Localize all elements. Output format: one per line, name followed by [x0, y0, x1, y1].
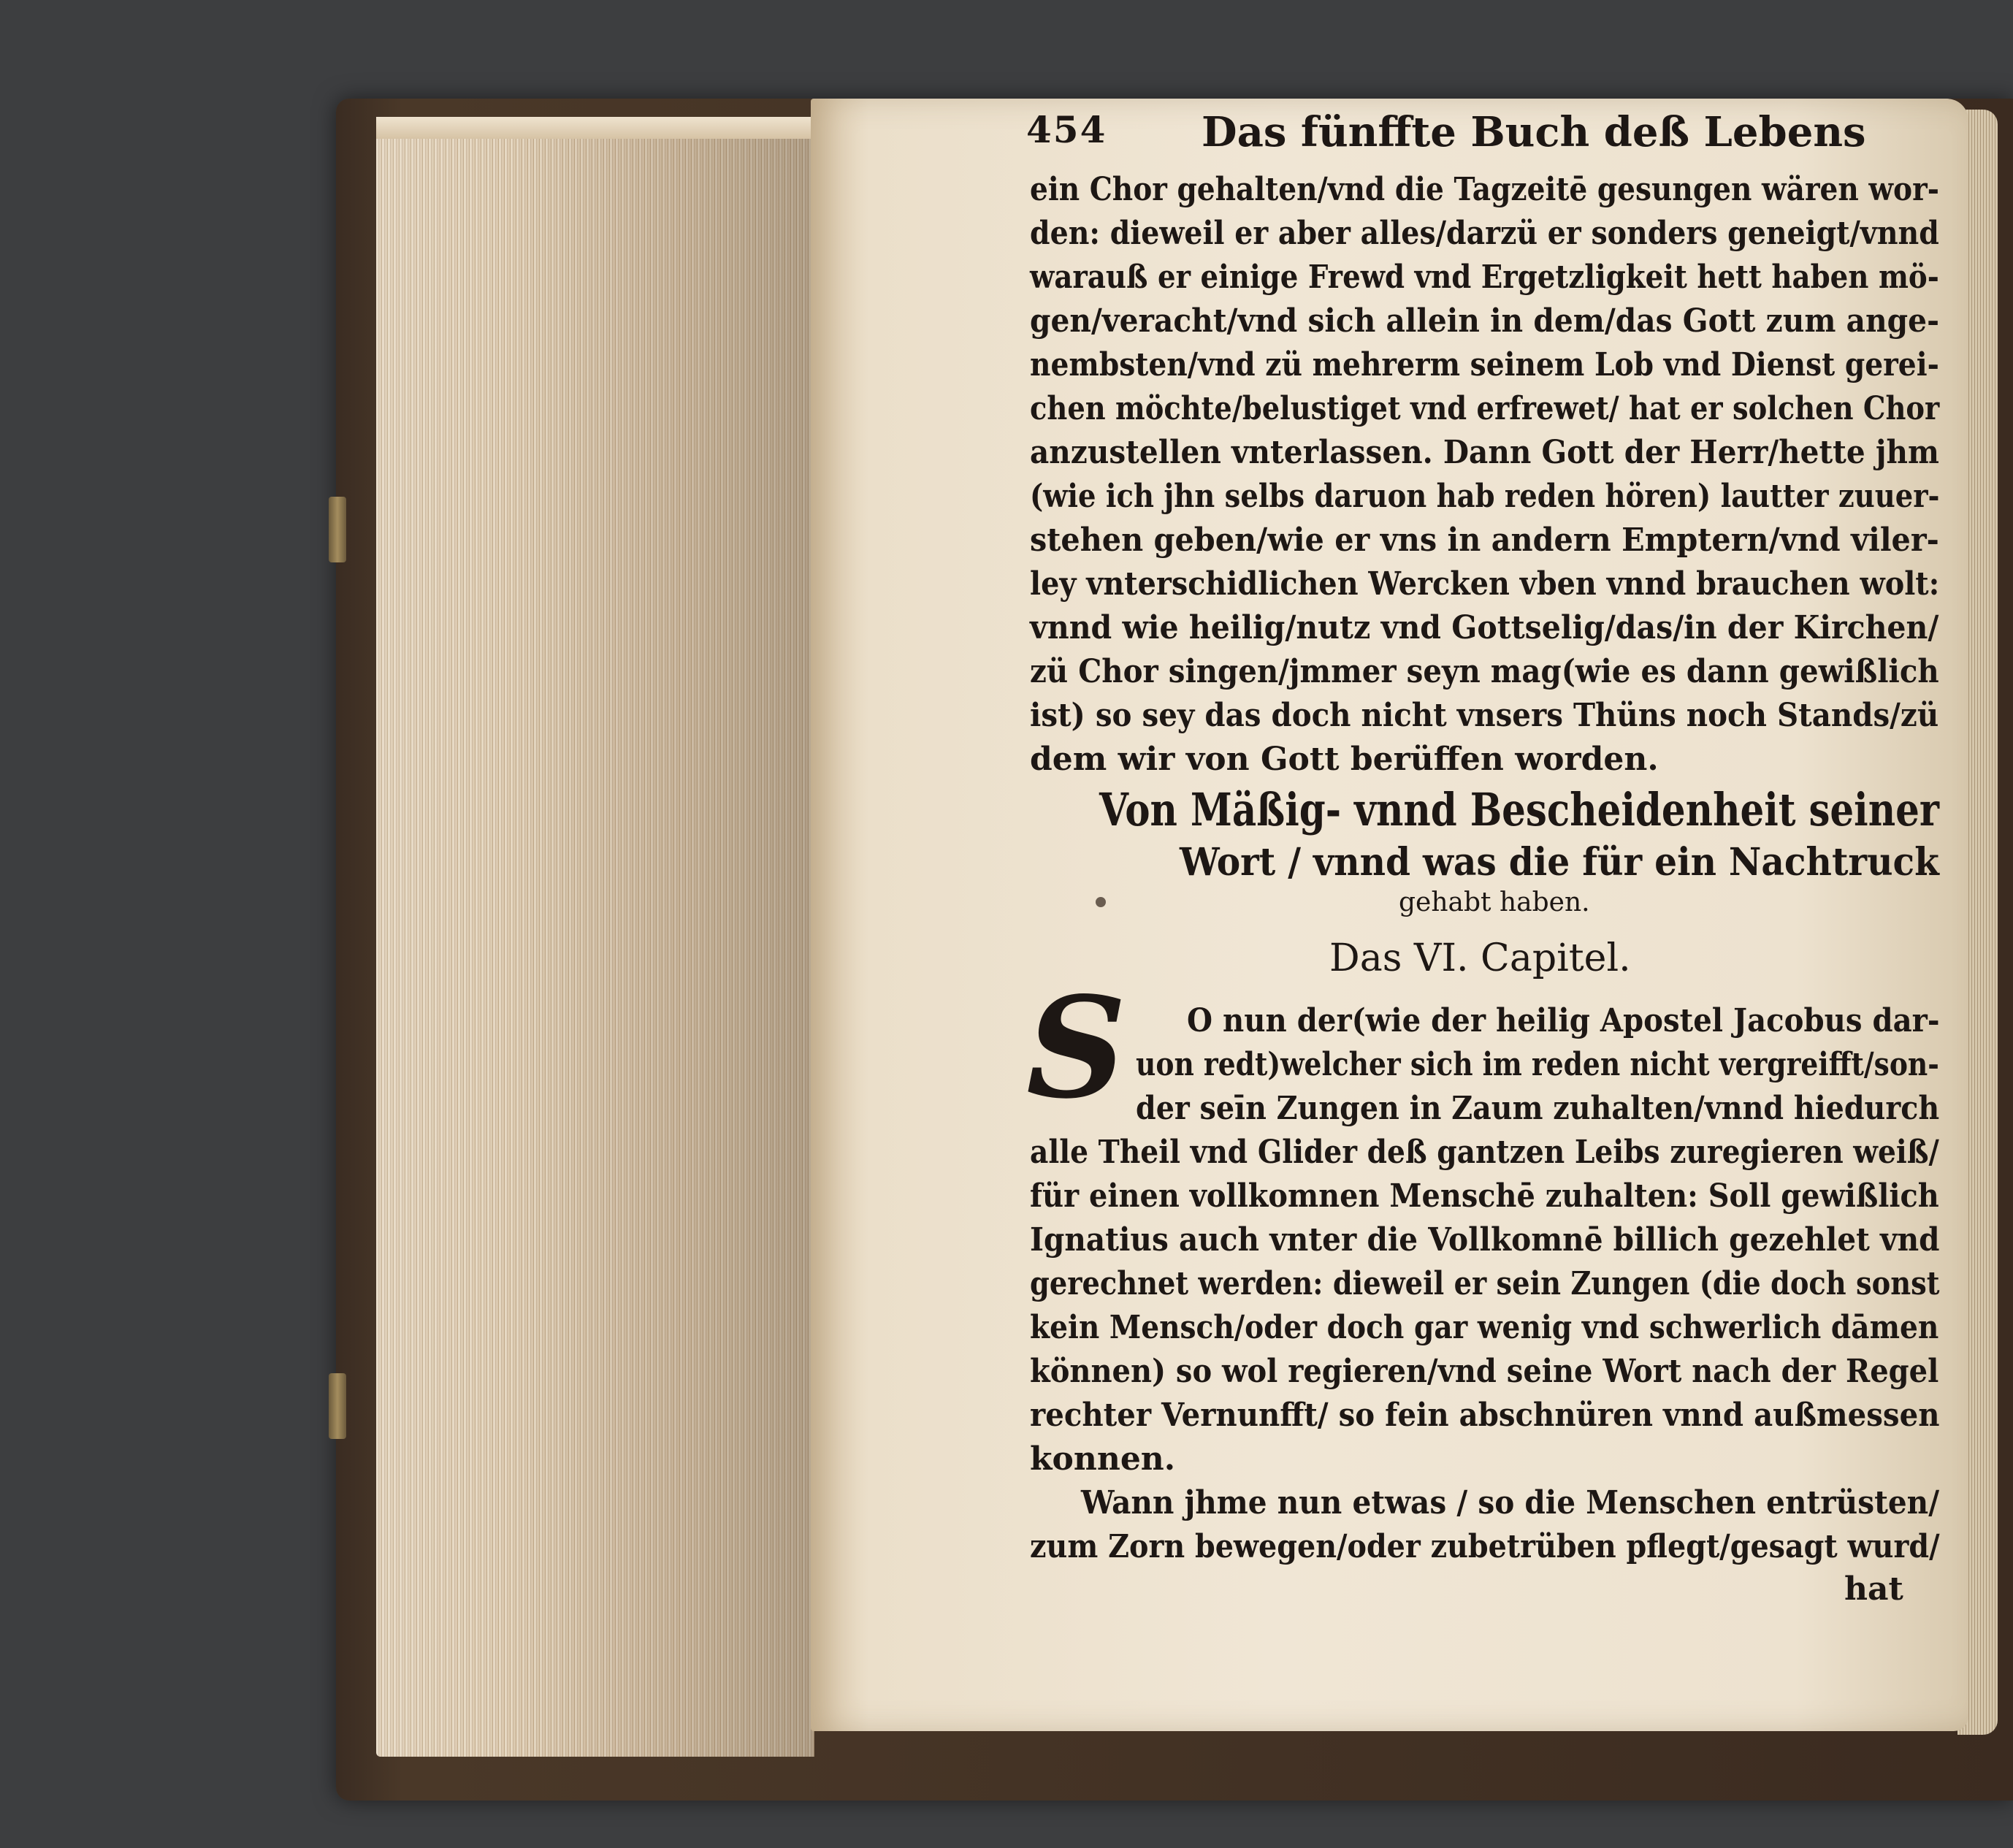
- p1-line: ein Chor gehalten/vnd die Tagzeitē gesungen wären wor-: [1030, 171, 1939, 208]
- p2-line: der seīn Zungen in Zaum zuhalten/vnnd hiedurch: [1136, 1090, 1940, 1127]
- section-heading-line-2: Wort / vnnd was die für ein Nachtruck: [1180, 840, 1939, 885]
- p1-line: anzustellen vnterlassen. Dann Gott der Herr/hette jhm: [1030, 434, 1939, 471]
- ink-dot: [1096, 897, 1106, 907]
- p1-line: dem wir von Gott berüffen worden.: [1030, 741, 1659, 778]
- clasp-lower: [329, 1373, 346, 1439]
- p1-line: den: dieweil er aber alles/darzü er sonders geneigt/vnnd: [1030, 215, 1939, 252]
- p3-line: Wann jhme nun etwas / so die Menschen entrüsten/: [1081, 1484, 1940, 1521]
- p2-line: können) so wol regieren/vnd seine Wort nach der Regel: [1030, 1353, 1939, 1390]
- page-block-top-edge: [376, 117, 814, 139]
- chapter-heading: Das VI. Capitel.: [1329, 936, 1631, 980]
- p2-line: für einen vollkomnen Menschē zuhalten: Soll gewißlich: [1030, 1177, 1939, 1215]
- p1-line: chen möchte/belustiget vnd erfrewet/ hat er solchen Chor: [1030, 390, 1940, 427]
- p1-line: warauß er einige Frewd vnd Ergetzligkeit hett haben mö-: [1030, 259, 1939, 296]
- clasp-upper: [329, 497, 346, 562]
- p3-line: zum Zorn bewegen/oder zubetrüben pflegt/gesagt wurd/: [1030, 1528, 1940, 1565]
- p1-line: gen/veracht/vnd sich allein in dem/das Gott zum ange-: [1030, 302, 1939, 340]
- p1-line: nembsten/vnd zü mehrerm seinem Lob vnd Dienst gerei-: [1030, 346, 1939, 383]
- page-number: 454: [1026, 108, 1107, 151]
- catchword: hat: [1844, 1570, 1903, 1608]
- p2-line: O nun der(wie der heilig Apostel Jacobus dar-: [1187, 1002, 1940, 1039]
- page-block-shade: [376, 121, 814, 1757]
- section-heading-line-3: gehabt haben.: [1399, 887, 1590, 917]
- p2-line: konnen.: [1030, 1440, 1176, 1478]
- p2-line: Ignatius auch vnter die Vollkomnē billich gezehlet vnd: [1030, 1221, 1940, 1259]
- p1-line: (wie ich jhn selbs daruon hab reden hören) lautter zuuer-: [1030, 478, 1940, 515]
- p2-line: rechter Vernunfft/ so fein abschnüren vnnd außmessen: [1030, 1397, 1940, 1434]
- p2-line: gerechnet werden: dieweil er sein Zungen (die doch sonst: [1030, 1265, 1940, 1302]
- p2-line: kein Mensch/oder doch gar wenig vnd schwerlich dāmen: [1030, 1309, 1939, 1346]
- p1-line: zü Chor singen/jmmer seyn mag(wie es dann gewißlich: [1030, 653, 1939, 690]
- p1-line: vnnd wie heilig/nutz vnd Gottselig/das/in der Kirchen/: [1030, 609, 1939, 646]
- p2-line: uon redt)welcher sich im reden nicht vergreifft/son-: [1136, 1046, 1939, 1083]
- running-title: Das fünffte Buch deß Lebens: [1202, 108, 1866, 156]
- p1-line: stehen geben/wie er vns in andern Emptern/vnd viler-: [1030, 522, 1939, 559]
- section-heading-line-1: Von Mäßig- vnnd Bescheidenheit seiner: [1099, 783, 1939, 836]
- drop-capital: S: [1026, 966, 1127, 1129]
- p1-line: ley vnterschidlichen Wercken vben vnnd brauchen wolt:: [1030, 565, 1940, 603]
- p1-line: ist) so sey das doch nicht vnsers Thüns noch Stands/zü: [1030, 697, 1939, 734]
- p2-line: alle Theil vnd Glider deß gantzen Leibs zuregieren weiß/: [1030, 1134, 1939, 1171]
